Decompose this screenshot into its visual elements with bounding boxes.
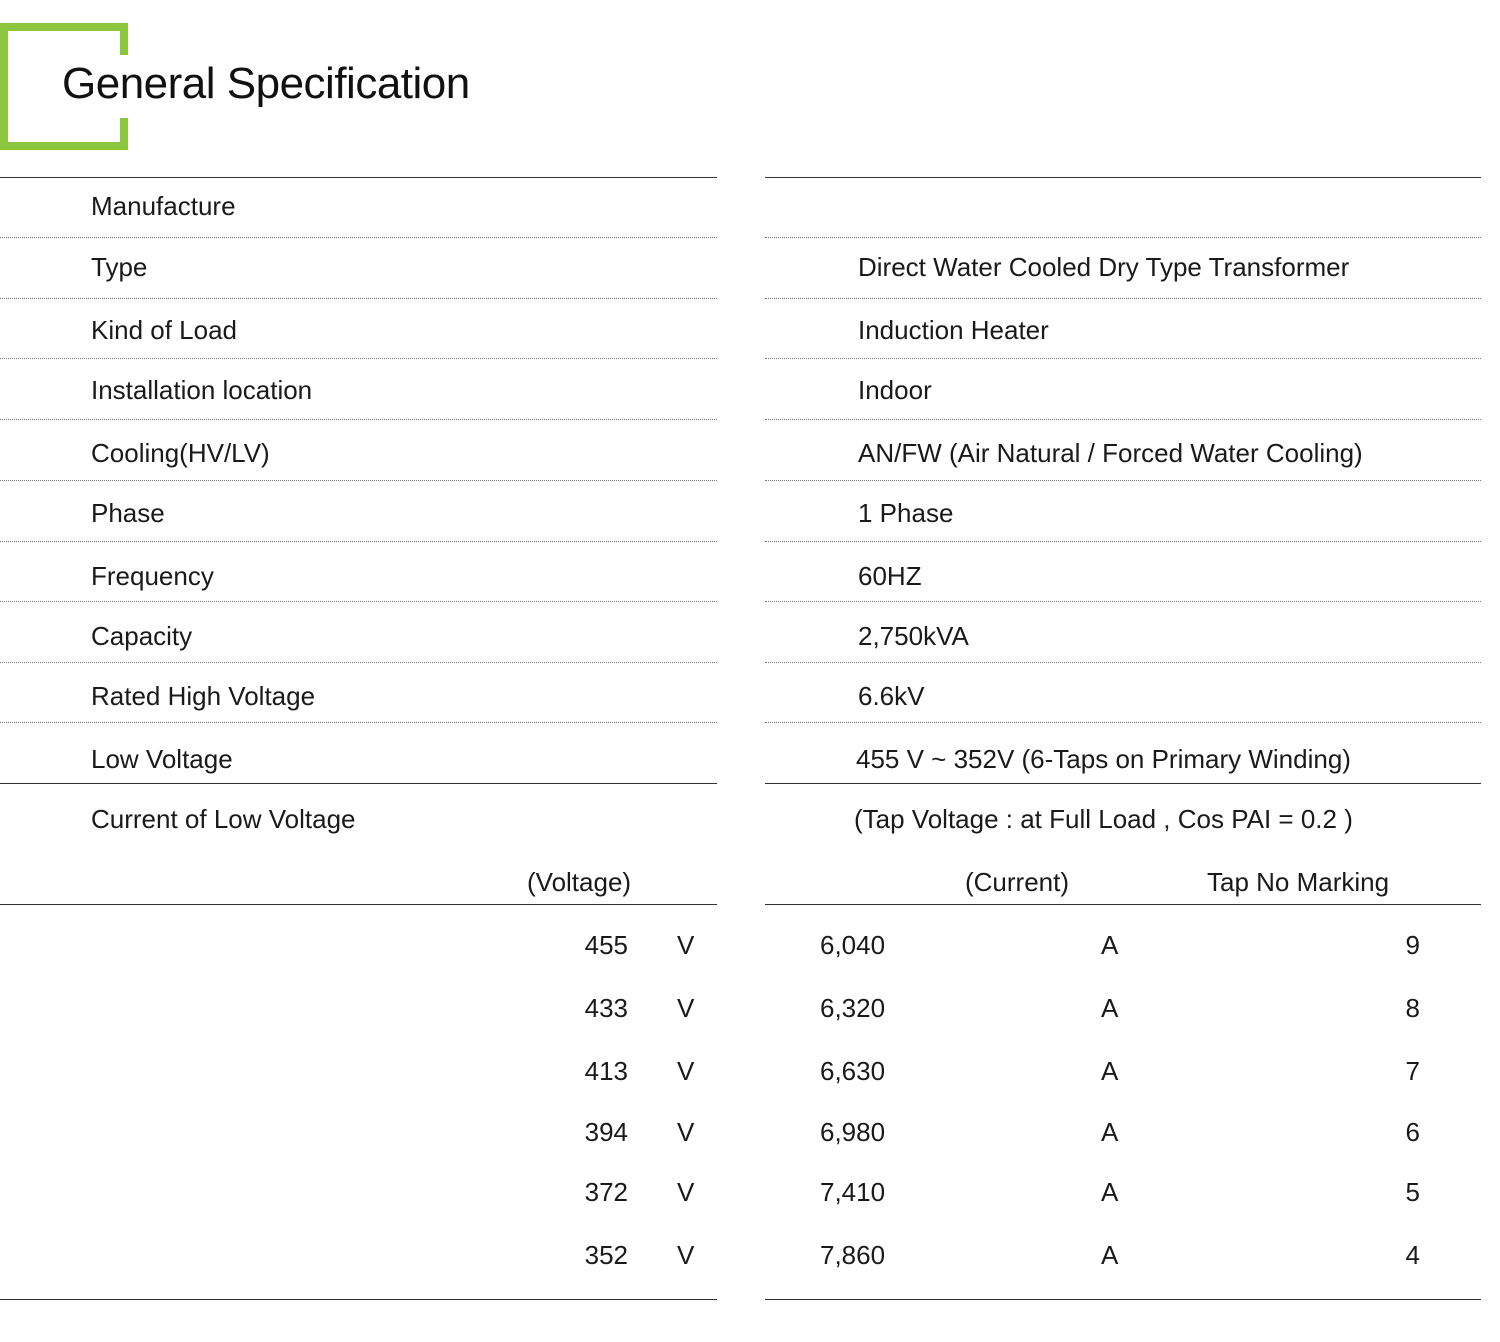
spec-value-phase: 1 Phase <box>858 498 954 528</box>
spec-label-manufacture: Manufacture <box>91 191 236 221</box>
row-divider <box>0 541 717 542</box>
current-section-label: Current of Low Voltage <box>91 804 356 834</box>
spec-value-installation-location: Indoor <box>858 375 932 405</box>
spec-value-cooling: AN/FW (Air Natural / Forced Water Cooling) <box>858 438 1363 468</box>
voltage-cell: 413 <box>584 1056 628 1086</box>
table-top-rule-right <box>765 177 1481 178</box>
spec-label-type: Type <box>91 252 148 282</box>
tap-cell: 8 <box>1405 993 1420 1023</box>
row-divider <box>0 722 717 723</box>
row-divider <box>765 601 1481 602</box>
current-cell: 7,860 <box>820 1240 886 1270</box>
spec-value-type: Direct Water Cooled Dry Type Transformer <box>858 252 1350 282</box>
tap-cell: 4 <box>1405 1240 1420 1270</box>
section-rule-left <box>0 783 717 784</box>
voltage-cell: 433 <box>584 993 628 1023</box>
row-divider <box>0 601 717 602</box>
spec-value-frequency: 60HZ <box>858 561 922 591</box>
voltage-unit: V <box>677 1117 695 1147</box>
row-divider <box>0 298 717 299</box>
voltage-cell: 455 <box>584 930 628 960</box>
header-voltage: (Voltage) <box>527 867 632 897</box>
row-divider <box>0 662 717 663</box>
row-divider <box>0 480 717 481</box>
voltage-cell: 372 <box>584 1177 628 1207</box>
bracket-left-bar <box>0 23 8 150</box>
spec-label-frequency: Frequency <box>91 561 214 591</box>
spec-label-low-voltage: Low Voltage <box>91 744 233 774</box>
voltage-unit: V <box>677 993 695 1023</box>
spec-label-kind-of-load: Kind of Load <box>91 315 238 345</box>
bracket-right-bottom-bar <box>120 118 128 150</box>
current-unit: A <box>1101 1117 1119 1147</box>
spec-label-phase: Phase <box>91 498 165 528</box>
table-top-rule-left <box>0 177 717 178</box>
row-divider <box>765 358 1481 359</box>
current-cell: 6,320 <box>820 993 886 1023</box>
spec-value-low-voltage: 455 V ~ 352V (6-Taps on Primary Winding) <box>856 744 1351 774</box>
spec-label-installation-location: Installation location <box>91 375 313 405</box>
header-rule-left <box>0 904 717 905</box>
row-divider <box>765 480 1481 481</box>
tap-cell: 7 <box>1405 1056 1420 1086</box>
tap-cell: 9 <box>1405 930 1420 960</box>
row-divider <box>0 419 717 420</box>
current-cell: 6,980 <box>820 1117 886 1147</box>
spec-value-rated-high-voltage: 6.6kV <box>858 681 925 711</box>
bottom-rule-right <box>765 1299 1481 1300</box>
spec-label-cooling: Cooling(HV/LV) <box>91 438 270 468</box>
row-divider <box>765 662 1481 663</box>
spec-value-kind-of-load: Induction Heater <box>858 315 1049 345</box>
spec-label-capacity: Capacity <box>91 621 193 651</box>
current-unit: A <box>1101 930 1119 960</box>
row-divider <box>765 722 1481 723</box>
voltage-unit: V <box>677 1177 695 1207</box>
voltage-unit: V <box>677 1056 695 1086</box>
bracket-right-top-bar <box>120 23 128 55</box>
section-rule-right <box>765 783 1481 784</box>
current-section-note: (Tap Voltage : at Full Load , Cos PAI = 0.2 ) <box>854 804 1353 834</box>
spec-label-rated-high-voltage: Rated High Voltage <box>91 681 316 711</box>
current-unit: A <box>1101 1056 1119 1086</box>
spec-value-capacity: 2,750kVA <box>858 621 969 651</box>
bracket-bottom-bar <box>0 142 128 150</box>
row-divider <box>0 237 717 238</box>
current-unit: A <box>1101 993 1119 1023</box>
header-tap: Tap No Marking <box>1207 867 1390 897</box>
voltage-unit: V <box>677 930 695 960</box>
current-cell: 7,410 <box>820 1177 886 1207</box>
current-cell: 6,040 <box>820 930 886 960</box>
page-title: General Specification <box>62 59 470 108</box>
tap-cell: 6 <box>1405 1117 1420 1147</box>
row-divider <box>765 237 1481 238</box>
voltage-cell: 352 <box>584 1240 628 1270</box>
row-divider <box>765 541 1481 542</box>
current-unit: A <box>1101 1240 1119 1270</box>
bracket-top-bar <box>0 23 128 31</box>
row-divider <box>765 298 1481 299</box>
voltage-cell: 394 <box>584 1117 628 1147</box>
row-divider <box>0 358 717 359</box>
header-rule-right <box>765 904 1481 905</box>
bottom-rule-left <box>0 1299 717 1300</box>
header-current: (Current) <box>965 867 1070 897</box>
row-divider <box>765 419 1481 420</box>
current-cell: 6,630 <box>820 1056 886 1086</box>
voltage-unit: V <box>677 1240 695 1270</box>
tap-cell: 5 <box>1405 1177 1420 1207</box>
current-unit: A <box>1101 1177 1119 1207</box>
